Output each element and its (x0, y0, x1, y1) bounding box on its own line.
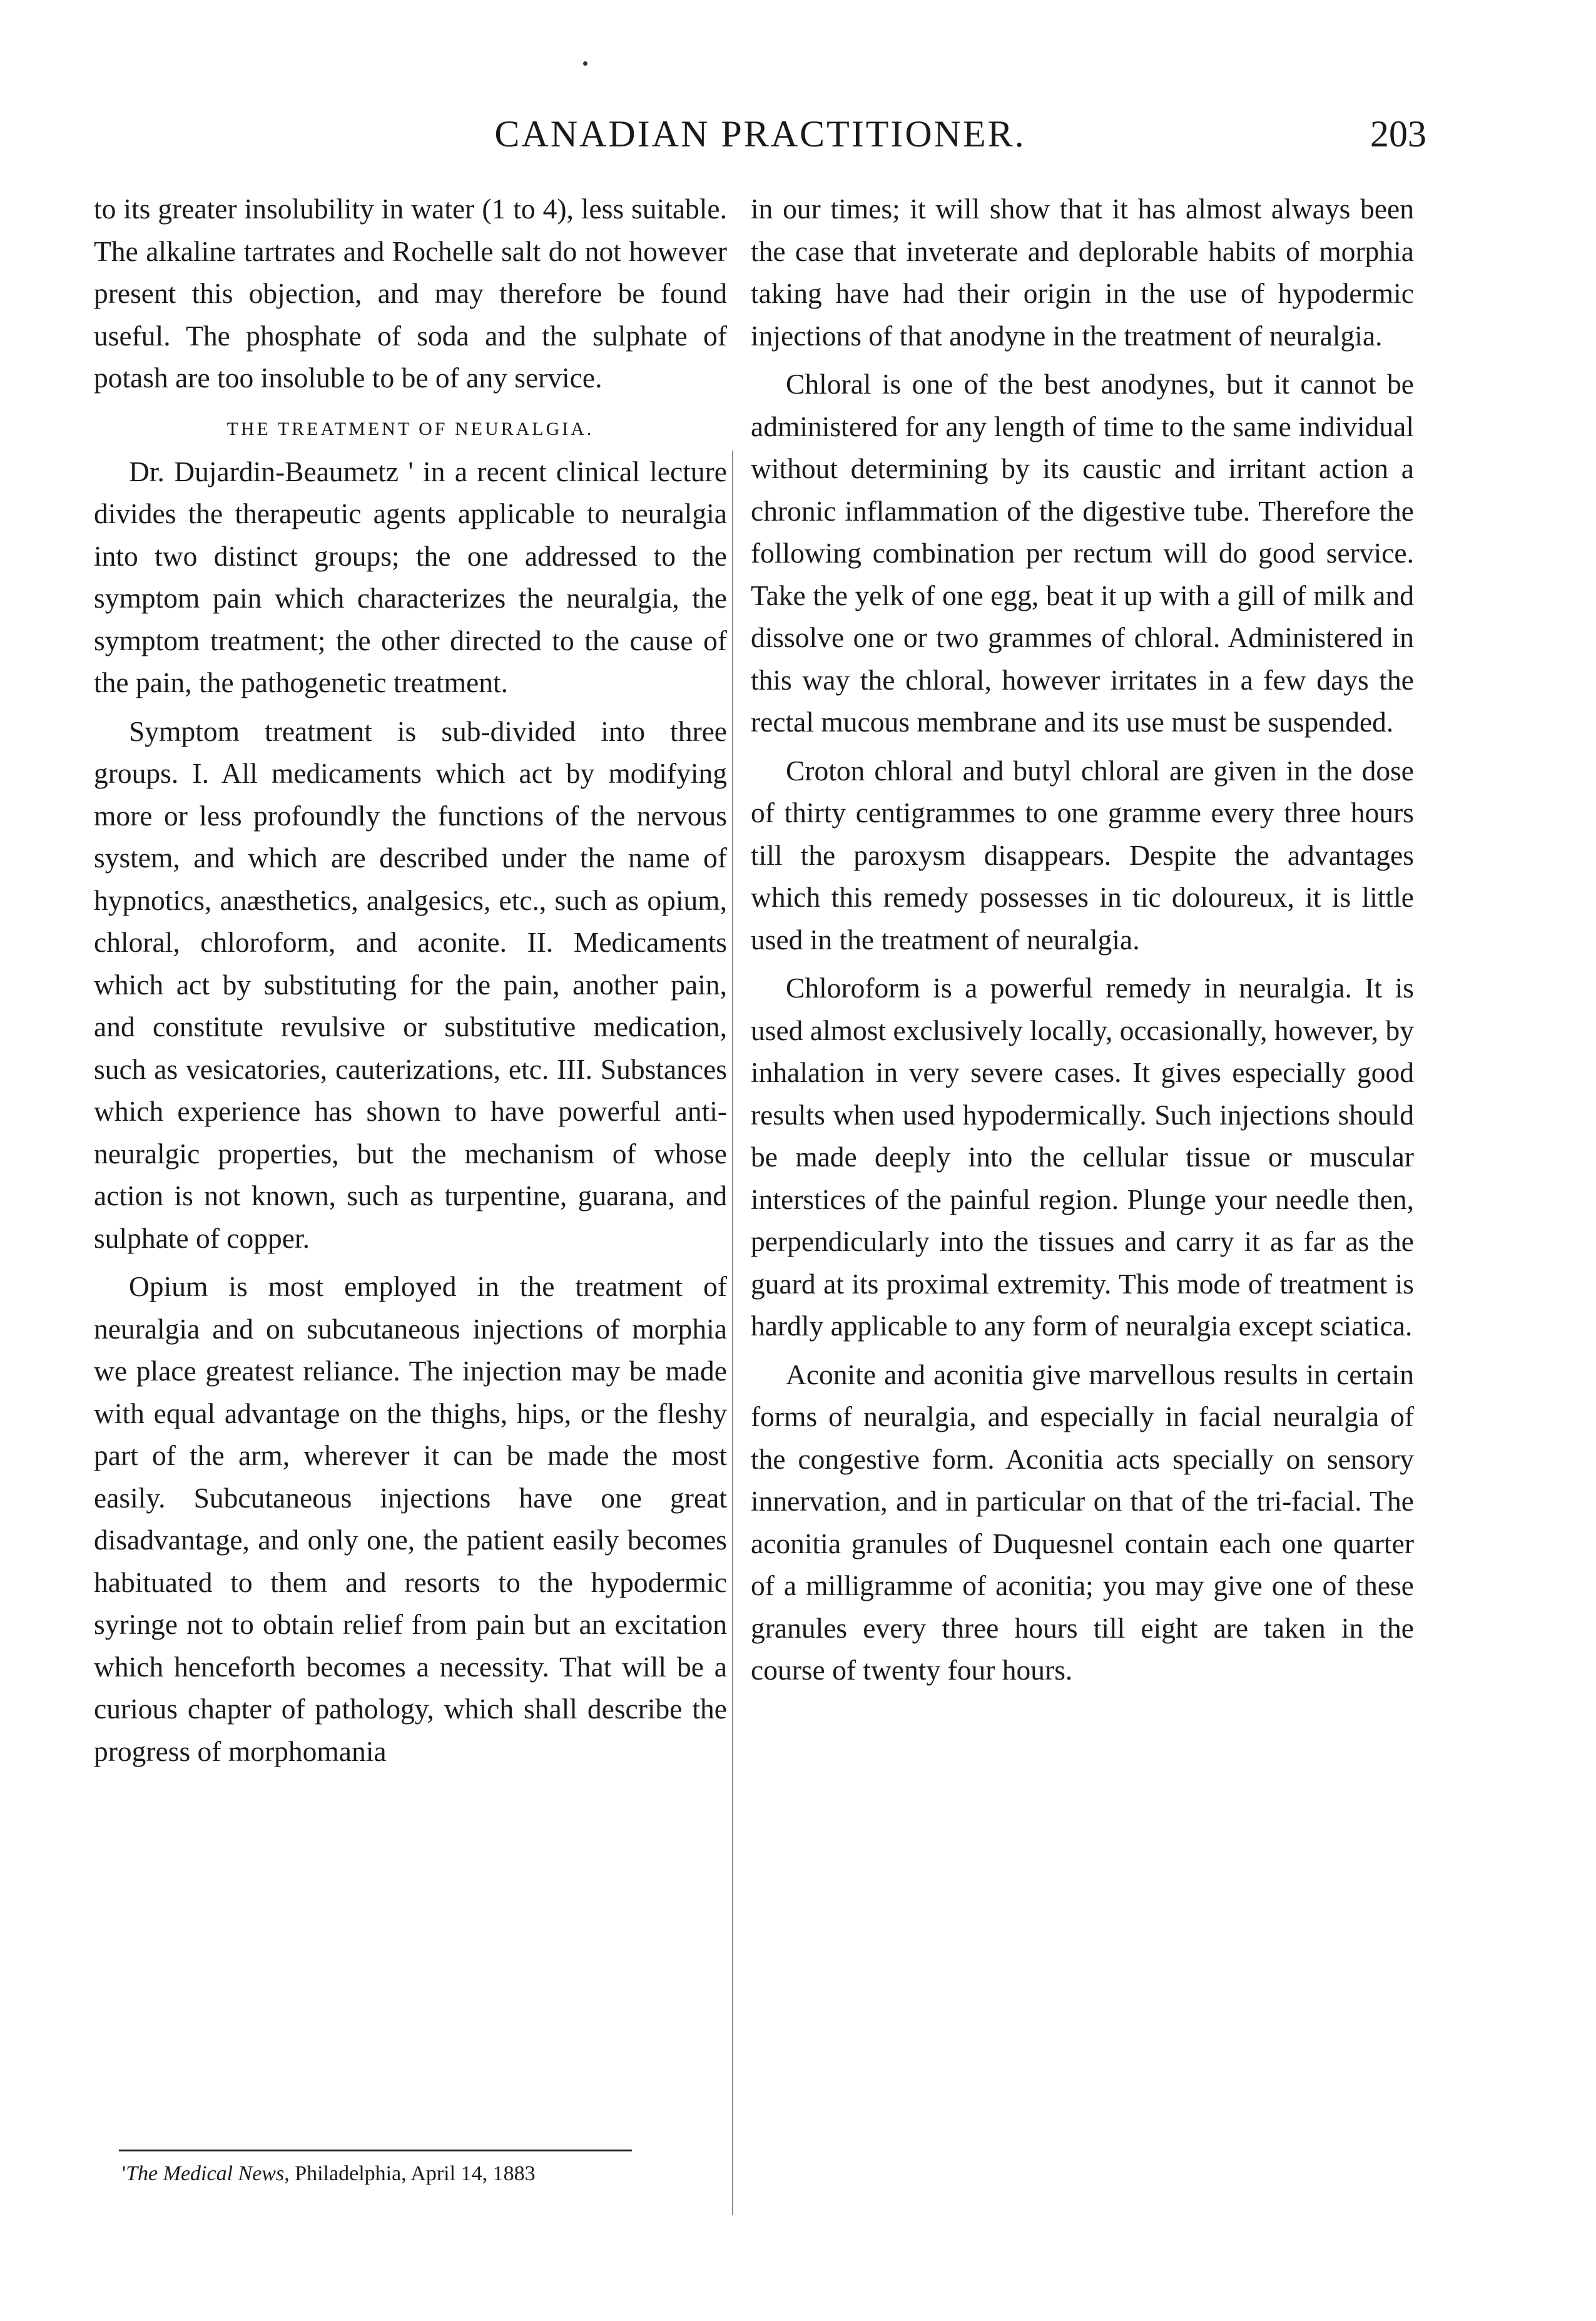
section-heading: THE TREATMENT OF NEURALGIA. (226, 418, 594, 439)
column-divider (732, 451, 733, 2215)
running-title: CANADIAN PRACTITIONER. (494, 113, 1026, 155)
page-number: 203 (1370, 113, 1426, 155)
print-speck (583, 61, 587, 66)
footnote (122, 2160, 735, 2188)
paragraph: Chloral is one of the best anodynes, but it cannot be administered for any length of time to the same individual without determining by its caustic and irritant action a chronic inflammation of the digestive tube. Therefore the following combination per rectum will do good service. Take the yelk of one egg, beat it up with a gill of milk and dissolve one or two grammes of chloral. Administered in this way the chloral, however irritates in a few days the rectal mucous membrane and its use must be suspended. (751, 368, 1414, 738)
left-column (94, 188, 727, 1772)
footnote-rule (119, 2150, 632, 2151)
paragraph: Opium is most employed in the treatment of neuralgia and on subcutaneous injections of morphia we place greatest reliance. The injection may be made with equal advantage on the thighs, hips, or the fleshy part of the arm, wherever it can be made the most easily. Subcutaneous injections have one great disadvantage, and only one, the patient easily becomes habituated to them and resorts to the hypodermic syringe not to obtain relief from pain but an excitation which henceforth becomes a necessity. That will be a curious chapter of pathology, which shall describe the progress of morphomania (94, 1270, 727, 1767)
footnote-marker: ' (122, 2162, 126, 2185)
footnote-source: The Medical News (126, 2162, 285, 2185)
paragraph: Chloroform is a powerful remedy in neuralgia. It is used almost exclusively locally, occasionally, however, by inhalation in very severe cases. It gives especially good results when used hypodermically. Such injections should be made deeply into the cellular tissue or muscular interstices of the painful region. Plunge your needle then, perpendicularly into the tissues and carry it as far as the guard at its proximal extremity. This mode of treatment is hardly applicable to any form of neuralgia except sciatica. (751, 972, 1414, 1342)
page-header (94, 113, 1426, 163)
paragraph: Symptom treatment is sub-divided into three groups. I. All medicaments which act by modifying more or less profoundly the functions of the nervous system, and which are described under the name of hypnotics, anæsthetics, analgesics, etc., such as opium, chloral, chloroform, and aconite. II. Medicaments which act by substituting for the pain, another pain, and constitute revulsive or substitutive medication, such as vesicatories, cauterizations, etc. III. Substances which experience has shown to have powerful anti-neuralgic properties, but the mechanism of whose action is not known, such as turpentine, guarana, and sulphate of copper. (94, 715, 727, 1254)
paragraph: Croton chloral and butyl chloral are given in the dose of thirty centigrammes to one gramme every three hours till the paroxysm disappears. Despite the advantages which this remedy possesses in tic doloureux, it is little used in the treatment of neuralgia. (751, 754, 1414, 956)
footnote-details: , Philadelphia, April 14, 1883 (284, 2162, 536, 2185)
paragraph: Aconite and aconitia give marvellous results in certain forms of neuralgia, and especially in facial neuralgia of the congestive form. Aconitia acts specially on sensory innervation, and in particular on that of the tri-facial. The aconitia granules of Duquesnel contain each one quarter of a milligramme of aconitia; you may give one of these granules every three hours till eight are taken in the course of twenty four hours. (751, 1358, 1414, 1686)
paragraph: in our times; it will show that it has almost always been the case that inveterate and deplorable habits of morphia taking have had their origin in the use of hypodermic injections of that anodyne in the treatment of neuralgia. (751, 193, 1414, 352)
paragraph: Dr. Dujardin-Beaumetz ' in a recent clinical lecture divides the therapeutic agents applicable to neuralgia into two distinct groups; the one addressed to the symptom pain which characterizes the neuralgia, the symptom treatment; the other directed to the cause of the pain, the pathogenetic treatment. (94, 455, 727, 698)
right-column (751, 188, 1414, 1691)
paragraph: to its greater insolubility in water (1 to 4), less suitable. The alkaline tartrates and Rochelle salt do not however present this objection, and may therefore be found useful. The phosphate of soda and the sulphate of potash are too insoluble to be of any service. (94, 193, 727, 394)
